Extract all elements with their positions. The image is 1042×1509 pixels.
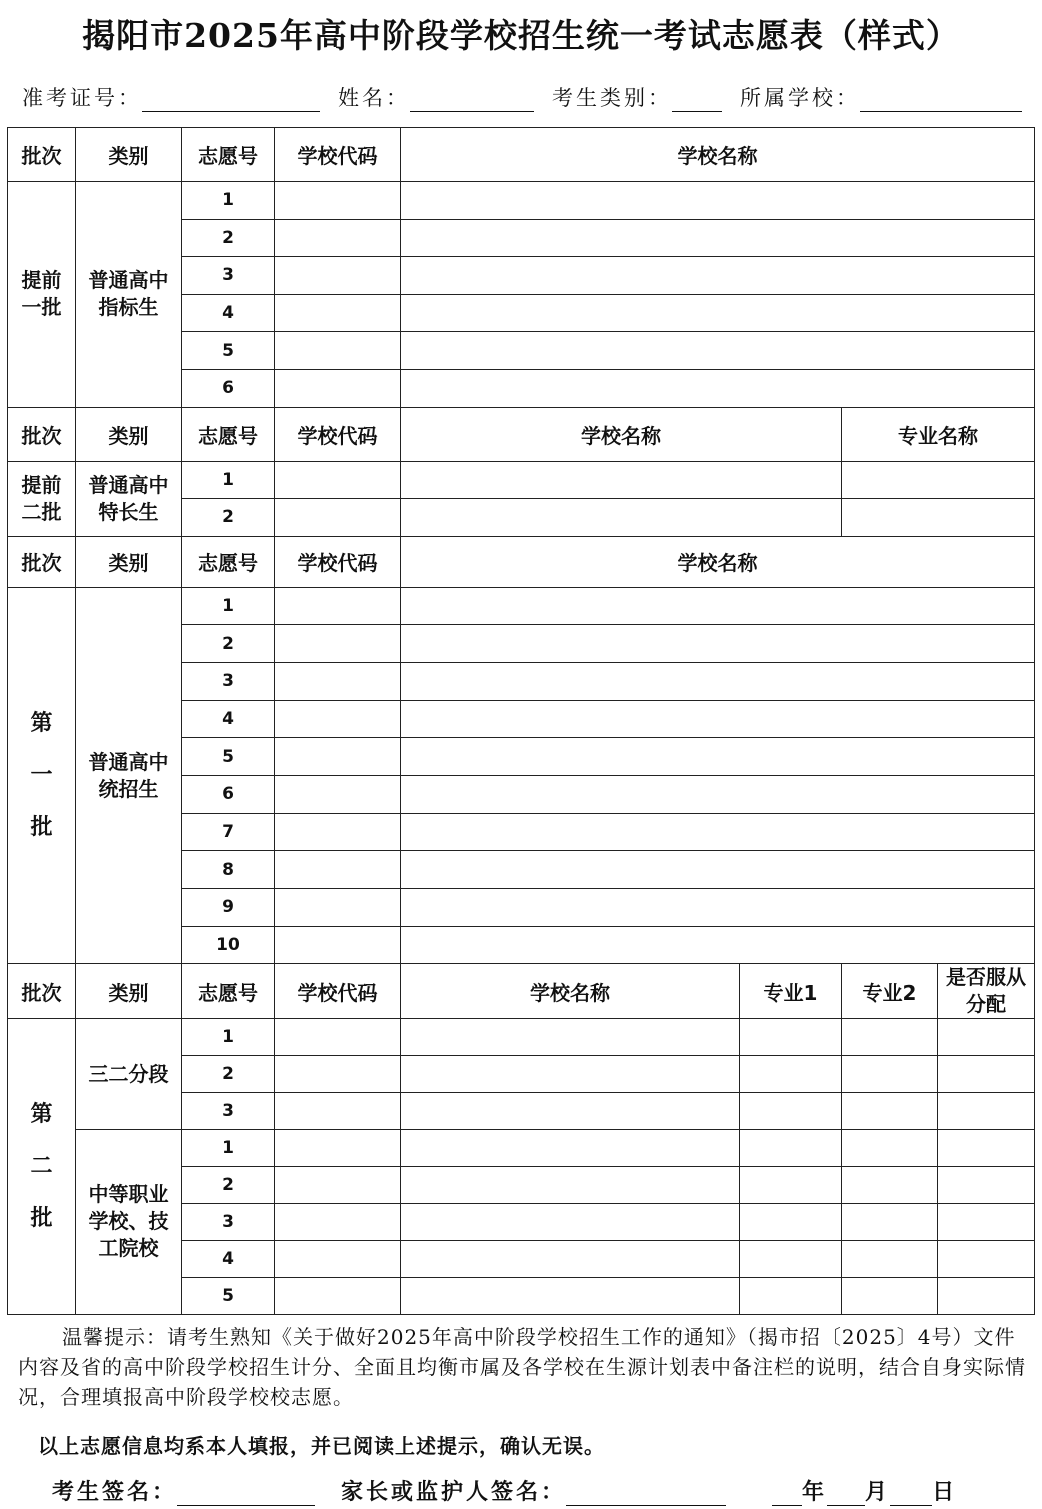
batch-cell: 第二批 [8,1019,76,1314]
choice-number: 5 [182,1277,275,1314]
school-name-cell[interactable] [401,776,1035,814]
school-name-cell[interactable] [401,926,1035,964]
school-code-cell[interactable] [275,182,401,220]
type-cell: 中等职业学校、技工院校 [76,1130,182,1314]
major1-cell[interactable] [740,1130,842,1167]
school-code-cell[interactable] [275,219,401,257]
school-code-cell[interactable] [275,1277,401,1314]
major2-cell[interactable] [842,1167,938,1204]
day-field[interactable] [890,1479,932,1506]
school-code-cell[interactable] [275,662,401,700]
school-name-cell[interactable] [401,182,1035,220]
choice-number: 2 [182,1167,275,1204]
choice-number: 1 [182,182,275,220]
major2-cell[interactable] [842,1093,938,1130]
header-school-code: 学校代码 [275,964,401,1019]
student-sign-field[interactable] [177,1479,315,1506]
obey-cell[interactable] [938,1240,1035,1277]
candidate-info-line [22,76,1022,112]
header-batch: 批次 [8,407,76,461]
obey-cell[interactable] [938,1093,1035,1130]
table-row [8,1019,1035,1056]
choice-number: 5 [182,738,275,776]
header-choice-no: 志愿号 [182,964,275,1019]
school-code-cell[interactable] [275,1056,401,1093]
table-header-row [8,128,1035,182]
school-name-cell[interactable] [401,1167,740,1204]
year-field[interactable] [772,1479,802,1506]
reminder-note: 温馨提示：请考生熟知《关于做好2025年高中阶段学校招生工作的通知》（揭市招〔2025〕4号）文件内容及省的高中阶段学校招生计分、全面且均衡市属及各学校在生源计划表中备注栏的说明，结合自身实际情况，合理填报高中阶段学校校志愿。 [18,1325,1026,1409]
student-sign-label: 考生签名： [52,1479,178,1505]
header-obey: 是否服从分配 [938,964,1035,1019]
school-name-cell[interactable] [401,461,842,499]
choice-number: 10 [182,926,275,964]
school-name-cell[interactable] [401,625,1035,663]
major-name-cell[interactable] [842,461,1035,499]
school-name-cell[interactable] [401,294,1035,332]
exam-no-field[interactable] [142,85,320,112]
major2-cell[interactable] [842,1056,938,1093]
name-label: 姓名： [338,86,410,110]
choice-number: 4 [182,294,275,332]
major2-cell[interactable] [842,1019,938,1056]
major2-cell[interactable] [842,1203,938,1240]
school-code-cell[interactable] [275,1240,401,1277]
school-code-cell[interactable] [275,1203,401,1240]
batch-cell: 第一批 [8,587,76,964]
school-name-cell[interactable] [401,499,842,537]
school-code-cell[interactable] [275,776,401,814]
table-header-row [8,536,1035,587]
school-code-cell[interactable] [275,1093,401,1130]
table-header-row [8,964,1035,1019]
header-choice-no: 志愿号 [182,128,275,182]
header-type: 类别 [76,128,182,182]
header-school-code: 学校代码 [275,536,401,587]
major1-cell[interactable] [740,1093,842,1130]
choice-number: 4 [182,700,275,738]
school-code-cell[interactable] [275,587,401,625]
school-name-cell[interactable] [401,889,1035,927]
category-field[interactable] [672,85,722,112]
table-row [8,461,1035,499]
batch-cell: 提前一批 [8,182,76,408]
school-name-cell[interactable] [401,1130,740,1167]
school-name-cell[interactable] [401,851,1035,889]
application-table [7,127,1035,1315]
choice-number: 1 [182,1130,275,1167]
school-name-cell[interactable] [401,1277,740,1314]
obey-cell[interactable] [938,1277,1035,1314]
school-code-cell[interactable] [275,1019,401,1056]
obey-cell[interactable] [938,1203,1035,1240]
major1-cell[interactable] [740,1019,842,1056]
signature-line [52,1472,1032,1506]
table-row [8,182,1035,220]
confirmation-statement: 以上志愿信息均系本人填报，并已阅读上述提示，确认无误。 [38,1434,605,1458]
school-code-cell[interactable] [275,369,401,407]
choice-number: 6 [182,776,275,814]
school-code-cell[interactable] [275,813,401,851]
school-name-cell[interactable] [401,587,1035,625]
choice-number: 1 [182,587,275,625]
header-batch: 批次 [8,536,76,587]
header-major1: 专业1 [740,964,842,1019]
school-code-cell[interactable] [275,926,401,964]
school-name-cell[interactable] [401,257,1035,295]
category-label: 考生类别： [552,86,672,110]
name-field[interactable] [410,85,534,112]
choice-number: 3 [182,257,275,295]
header-major2: 专业2 [842,964,938,1019]
header-school-name: 学校名称 [401,536,1035,587]
year-label: 年 [802,1479,828,1505]
school-code-cell[interactable] [275,700,401,738]
school-name-cell[interactable] [401,219,1035,257]
major1-cell[interactable] [740,1167,842,1204]
header-school-code: 学校代码 [275,128,401,182]
header-choice-no: 志愿号 [182,407,275,461]
day-label: 日 [932,1479,958,1505]
obey-cell[interactable] [938,1056,1035,1093]
choice-number: 9 [182,889,275,927]
major2-cell[interactable] [842,1277,938,1314]
table-row [8,587,1035,625]
obey-cell[interactable] [938,1019,1035,1056]
school-label: 所属学校： [740,86,860,110]
school-code-cell[interactable] [275,738,401,776]
table-header-row [8,407,1035,461]
batch-cell: 提前二批 [8,461,76,536]
header-batch: 批次 [8,964,76,1019]
choice-number: 4 [182,1240,275,1277]
choice-number: 2 [182,219,275,257]
choice-number: 7 [182,813,275,851]
school-code-cell[interactable] [275,1167,401,1204]
school-code-cell[interactable] [275,851,401,889]
major-name-cell[interactable] [842,499,1035,537]
header-type: 类别 [76,407,182,461]
form-title: 揭阳市2025年高中阶段学校招生统一考试志愿表（样式） [82,16,960,55]
school-name-cell[interactable] [401,662,1035,700]
school-name-cell[interactable] [401,1056,740,1093]
school-name-cell[interactable] [401,813,1035,851]
school-code-cell[interactable] [275,625,401,663]
type-cell: 三二分段 [76,1019,182,1130]
major1-cell[interactable] [740,1277,842,1314]
school-name-cell[interactable] [401,332,1035,370]
school-field[interactable] [860,85,1022,112]
obey-cell[interactable] [938,1130,1035,1167]
obey-cell[interactable] [938,1167,1035,1204]
parent-sign-field[interactable] [566,1479,726,1506]
header-type: 类别 [76,536,182,587]
header-school-code: 学校代码 [275,407,401,461]
choice-number: 2 [182,625,275,663]
table-row [8,1130,1035,1167]
choice-number: 5 [182,332,275,370]
choice-number: 1 [182,1019,275,1056]
school-code-cell[interactable] [275,889,401,927]
choice-number: 3 [182,662,275,700]
month-label: 月 [865,1479,891,1505]
type-cell: 普通高中特长生 [76,461,182,536]
school-name-cell[interactable] [401,738,1035,776]
type-cell: 普通高中指标生 [76,182,182,408]
school-name-cell[interactable] [401,1093,740,1130]
type-cell: 普通高中统招生 [76,587,182,964]
header-school-name: 学校名称 [401,128,1035,182]
choice-number: 6 [182,369,275,407]
choice-number: 8 [182,851,275,889]
school-name-cell[interactable] [401,1019,740,1056]
choice-number: 1 [182,461,275,499]
choice-number: 2 [182,499,275,537]
header-school-name: 学校名称 [401,407,842,461]
header-school-name: 学校名称 [401,964,740,1019]
choice-number: 3 [182,1093,275,1130]
school-name-cell[interactable] [401,1240,740,1277]
header-batch: 批次 [8,128,76,182]
school-code-cell[interactable] [275,257,401,295]
parent-sign-label: 家长或监护人签名： [341,1479,567,1505]
major2-cell[interactable] [842,1130,938,1167]
month-field[interactable] [827,1479,865,1506]
choice-number: 3 [182,1203,275,1240]
school-code-cell[interactable] [275,499,401,537]
school-name-cell[interactable] [401,700,1035,738]
school-name-cell[interactable] [401,1203,740,1240]
header-major-name: 专业名称 [842,407,1035,461]
major1-cell[interactable] [740,1240,842,1277]
header-type: 类别 [76,964,182,1019]
school-code-cell[interactable] [275,1130,401,1167]
header-choice-no: 志愿号 [182,536,275,587]
school-code-cell[interactable] [275,461,401,499]
major2-cell[interactable] [842,1240,938,1277]
major1-cell[interactable] [740,1203,842,1240]
school-code-cell[interactable] [275,294,401,332]
major1-cell[interactable] [740,1056,842,1093]
choice-number: 2 [182,1056,275,1093]
exam-no-label: 准考证号： [22,86,142,110]
school-name-cell[interactable] [401,369,1035,407]
school-code-cell[interactable] [275,332,401,370]
